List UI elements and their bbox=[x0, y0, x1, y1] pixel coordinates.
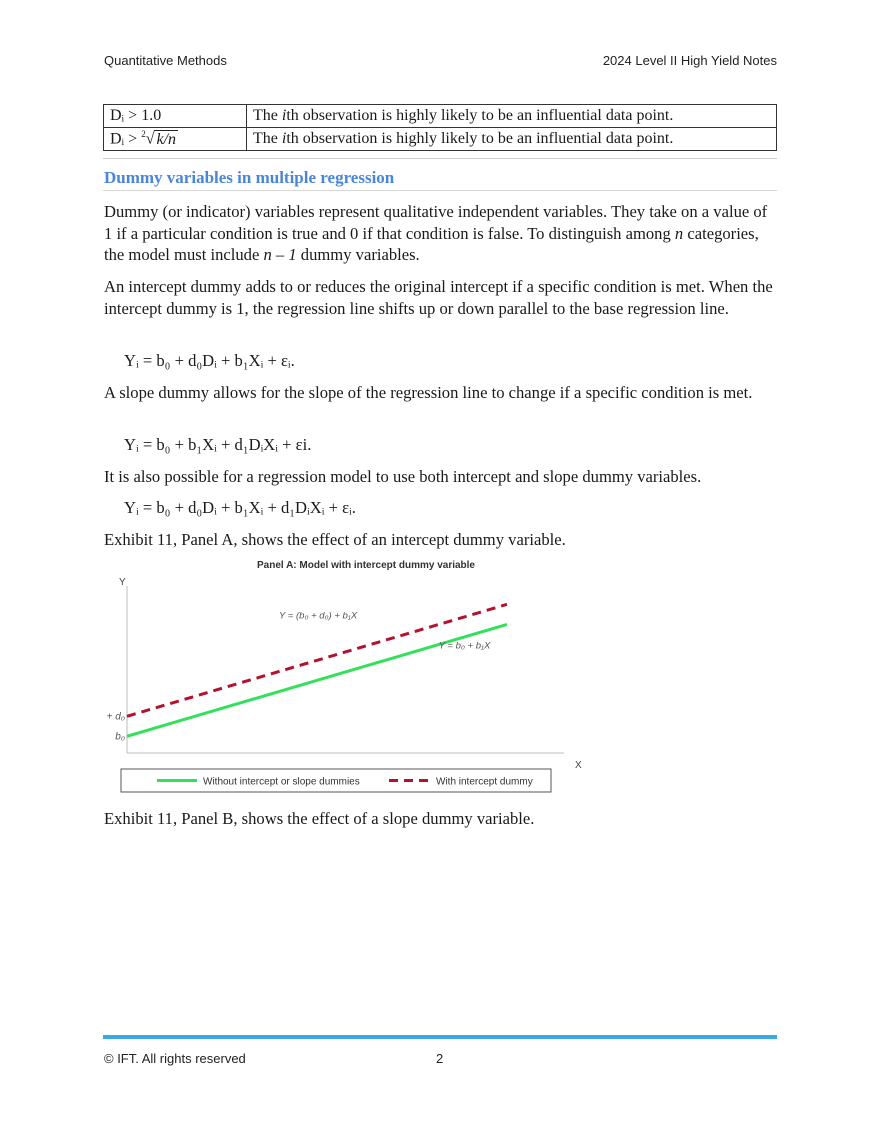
footer-copyright: © IFT. All rights reserved bbox=[104, 1051, 246, 1066]
legend-label-dummy: With intercept dummy bbox=[436, 776, 533, 788]
chart-title: Panel A: Model with intercept dummy variable bbox=[256, 560, 476, 571]
section-divider bbox=[103, 190, 777, 191]
equation-intercept-dummy: Yᵢ = b₀ + d₀Dᵢ + b₁Xᵢ + εᵢ. bbox=[124, 351, 295, 370]
equation-slope-dummy: Yᵢ = b₀ + b₁Xᵢ + d₁DᵢXᵢ + εi. bbox=[124, 435, 312, 454]
footer-divider bbox=[103, 1035, 777, 1039]
meaning-cell: The ith observation is highly likely to be an influential data point. bbox=[247, 128, 777, 151]
condition-cell: Dᵢ > $^2$√ k/n bbox=[104, 128, 247, 151]
influence-table bbox=[103, 104, 777, 151]
table-divider bbox=[103, 158, 777, 159]
legend bbox=[121, 769, 551, 792]
table-row bbox=[104, 105, 777, 128]
legend-label-base: Without intercept or slope dummies bbox=[203, 776, 360, 788]
equation-both-dummies: Yᵢ = b₀ + d₀Dᵢ + b₁Xᵢ + d₁DᵢXᵢ + εᵢ. bbox=[124, 498, 356, 517]
dummy-line-label: Y = (b₀ + d₀) + b₁X bbox=[279, 610, 358, 622]
condition-cell: Dᵢ > 1.0 bbox=[104, 105, 247, 128]
paragraph-dummy-definition: Dummy (or indicator) variables represent qualitative independent variables. They take on a value of 1 if a particular condition is true and 0 if that condition is false. To distinguish among n categories, the model must include n – 1 dummy variables. bbox=[104, 202, 768, 264]
table-row bbox=[104, 128, 777, 151]
page-number: 2 bbox=[436, 1051, 444, 1066]
header-right: 2024 Level II High Yield Notes bbox=[602, 53, 777, 68]
x-axis-label: X bbox=[575, 760, 582, 771]
paragraph-panel-a: Exhibit 11, Panel A, shows the effect of an intercept dummy variable. bbox=[104, 530, 566, 549]
paragraph-slope-dummy: A slope dummy allows for the slope of the regression line to change if a specific condition is met. bbox=[104, 383, 753, 402]
paragraph-panel-b: Exhibit 11, Panel B, shows the effect of a slope dummy variable. bbox=[104, 809, 535, 828]
header-left: Quantitative Methods bbox=[104, 53, 227, 68]
panel-a-chart bbox=[102, 556, 590, 796]
meaning-cell: The ith observation is highly likely to be an influential data point. bbox=[247, 105, 777, 128]
paragraph-both-dummies: It is also possible for a regression model to use both intercept and slope dummy variables. bbox=[104, 467, 702, 486]
tick-label-d0: + d₀ bbox=[106, 711, 125, 723]
y-axis-label: Y bbox=[119, 577, 126, 588]
tick-label-b0: b₀ bbox=[115, 731, 125, 743]
section-title: Dummy variables in multiple regression bbox=[104, 168, 395, 187]
paragraph-intercept-dummy: An intercept dummy adds to or reduces the original intercept if a specific condition is met. When the intercept dummy is 1, the regression line shifts up or down parallel to the base regression line. bbox=[104, 277, 773, 318]
base-line-label: Y = b₀ + b₁X bbox=[438, 640, 491, 652]
